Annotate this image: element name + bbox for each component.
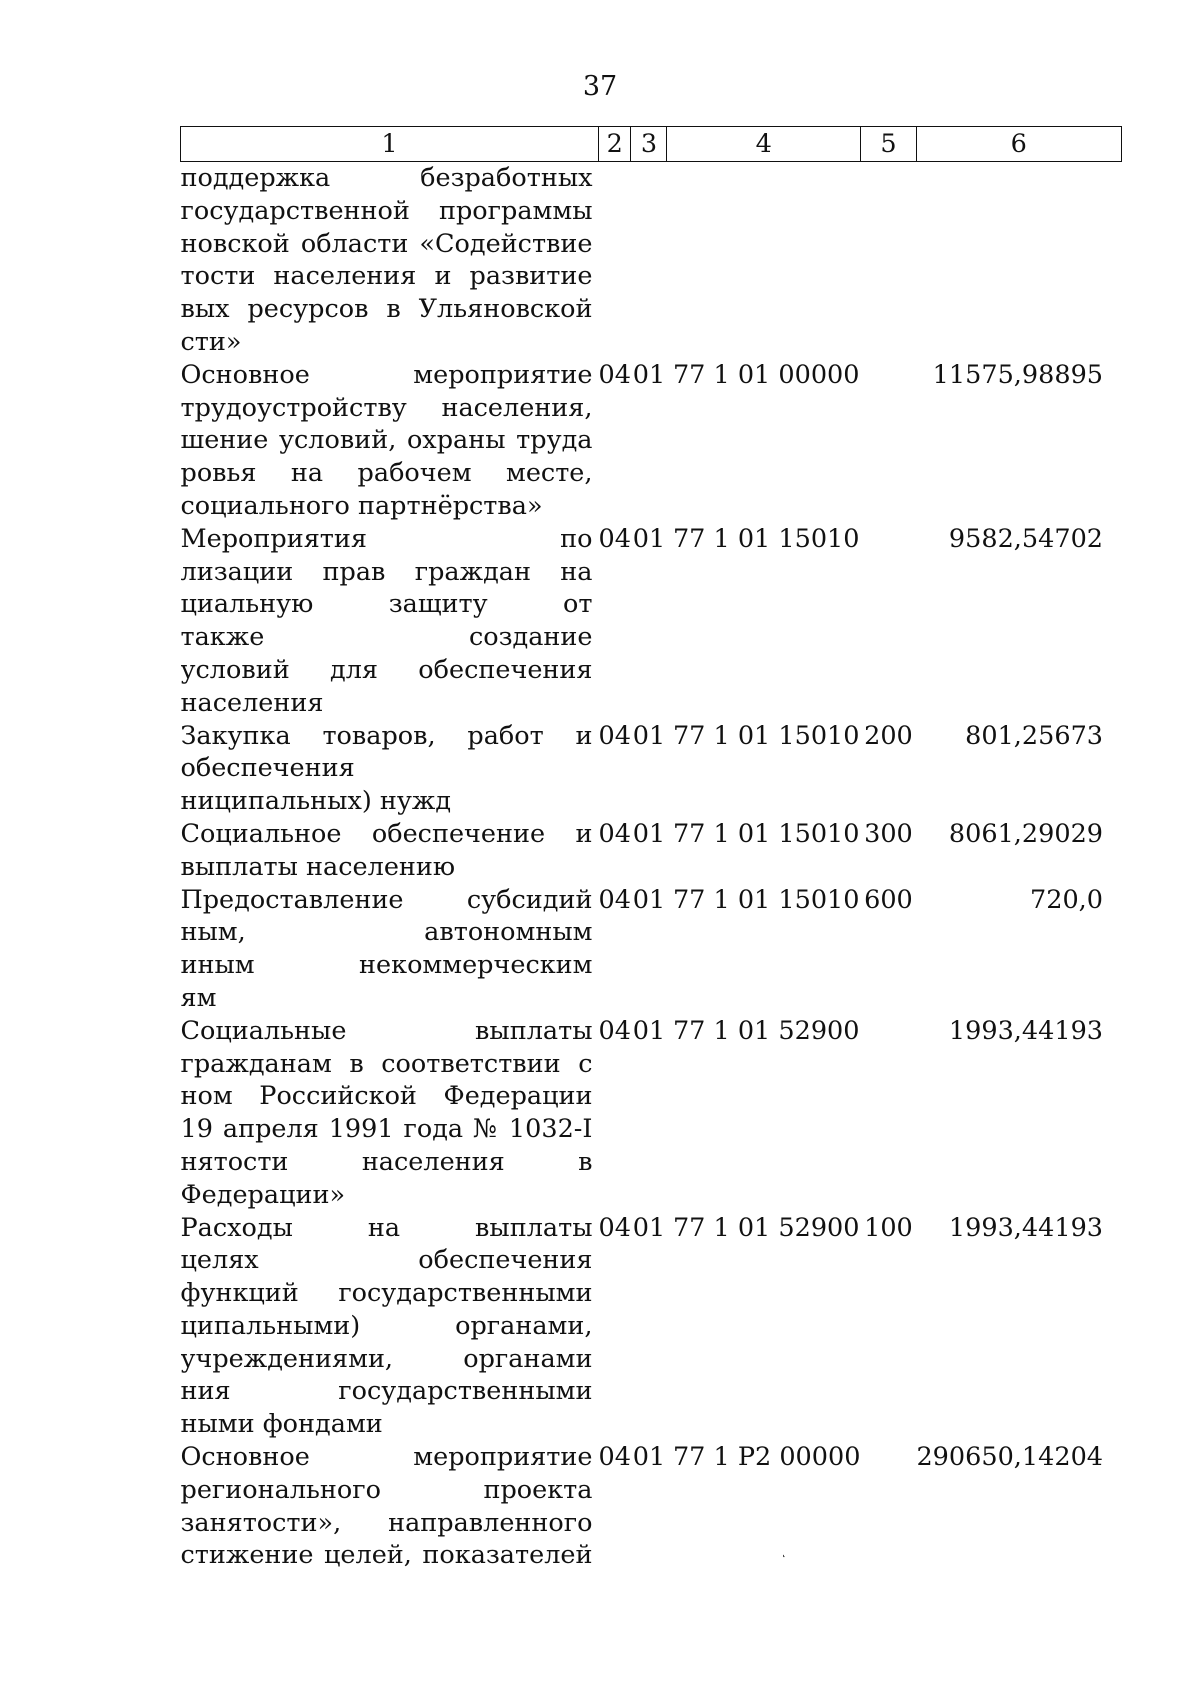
target-article-code: 77 1 01 15010 xyxy=(672,720,860,751)
description-line: циальную защиту от xyxy=(180,589,593,620)
subsection-code: 01 xyxy=(632,359,666,390)
description-line: сти» xyxy=(180,326,242,357)
amount: 1993,44193 xyxy=(948,1015,1104,1046)
description-line: новской области «Содействие xyxy=(180,228,593,259)
description-line: Мероприятия по xyxy=(180,523,593,554)
target-article-code: 77 1 01 15010 xyxy=(672,818,860,849)
row-description xyxy=(181,720,599,818)
section-code: 04 xyxy=(598,720,631,751)
expense-type-code: 300 xyxy=(864,818,913,849)
description-line: функций государственными xyxy=(180,1278,593,1309)
description-line: ным, автономным xyxy=(180,917,593,948)
description-line: учреждениями, органами xyxy=(180,1343,593,1374)
description-line: иным некоммерческим xyxy=(180,950,593,981)
description-line: государственной программы xyxy=(180,195,593,226)
description-line: гражданам в соответствии с xyxy=(180,1048,593,1079)
column-header-6: 6 xyxy=(916,127,1121,162)
description-line: условий для обеспечения xyxy=(180,654,593,685)
column-header-4: 4 xyxy=(667,127,861,162)
section-code: 04 xyxy=(598,1015,631,1046)
row-description xyxy=(181,884,599,1015)
description-line: стижение целей, показателей xyxy=(180,1540,593,1571)
description-line: целях обеспечения xyxy=(180,1245,593,1276)
subsection-code: 01 xyxy=(632,884,666,915)
table-row xyxy=(181,884,1122,1015)
section-code: 04 xyxy=(598,359,631,390)
table-header-row xyxy=(181,127,1122,162)
description-line: лизации прав граждан на xyxy=(180,556,593,587)
budget-table xyxy=(180,126,1122,1572)
amount: 9582,54702 xyxy=(948,523,1104,554)
description-line: ниципальных) нужд xyxy=(180,786,452,817)
section-code: 04 xyxy=(598,884,631,915)
description-line: социального партнёрства» xyxy=(180,490,543,521)
description-line: выплаты населению xyxy=(180,851,456,882)
subsection-code: 01 xyxy=(632,818,666,849)
table-row xyxy=(181,720,1122,818)
expense-type-code: 600 xyxy=(864,884,913,915)
description-line: Социальное обеспечение и xyxy=(180,818,593,849)
expense-type-code: 200 xyxy=(864,720,913,751)
description-line: нятости населения в xyxy=(180,1146,593,1177)
description-line: Федерации» xyxy=(180,1179,346,1210)
table-row xyxy=(181,359,1122,523)
subsection-code: 01 xyxy=(632,1212,666,1243)
section-code: 04 xyxy=(598,1442,631,1473)
description-line: Основное мероприятие xyxy=(180,359,593,390)
amount: 720,0 xyxy=(1030,884,1104,915)
description-line: ровья на рабочем месте, xyxy=(180,458,593,489)
description-line: также создание xyxy=(180,622,593,653)
description-line: Социальные выплаты xyxy=(180,1015,593,1046)
row-description xyxy=(181,162,599,359)
row-description xyxy=(181,818,599,884)
target-article-code xyxy=(667,162,861,359)
amount: 801,25673 xyxy=(965,720,1104,751)
description-line: ния государственными xyxy=(180,1376,593,1407)
table-row xyxy=(181,162,1122,359)
target-article-code: 77 1 01 52900 xyxy=(672,1015,860,1046)
column-header-1: 1 xyxy=(181,127,599,162)
table-body xyxy=(181,162,1122,1573)
expense-type-code xyxy=(860,1015,916,1212)
subsection-code: 01 xyxy=(632,720,666,751)
description-line: ном Российской Федерации xyxy=(180,1081,593,1112)
description-line: шение условий, охраны труда xyxy=(180,425,593,456)
amount: 290650,14204 xyxy=(916,1442,1104,1473)
description-line: ципальными) органами, xyxy=(180,1310,593,1341)
amount: 11575,98895 xyxy=(932,359,1104,390)
row-description xyxy=(181,1441,599,1572)
description-line: населения xyxy=(180,687,324,718)
expense-type-code xyxy=(860,359,916,523)
description-line: ям xyxy=(180,982,217,1013)
description-line: Закупка товаров, работ и xyxy=(180,720,593,751)
row-description xyxy=(181,359,599,523)
target-article-code: 77 1 01 15010 xyxy=(672,884,860,915)
amount: 8061,29029 xyxy=(948,818,1104,849)
table-row xyxy=(181,523,1122,720)
expense-type-code xyxy=(860,1441,916,1572)
section-code xyxy=(599,162,631,359)
row-description xyxy=(181,523,599,720)
subsection-code: 01 xyxy=(632,1015,666,1046)
section-code: 04 xyxy=(598,818,631,849)
table-row xyxy=(181,1015,1122,1212)
description-line: Предоставление субсидий xyxy=(180,884,593,915)
amount xyxy=(916,162,1121,359)
description-line: Расходы на выплаты xyxy=(180,1212,593,1243)
table-row xyxy=(181,1441,1122,1572)
target-article-code: 77 1 01 00000 xyxy=(672,359,860,390)
description-line: обеспечения xyxy=(180,753,355,784)
row-description xyxy=(181,1015,599,1212)
row-description xyxy=(181,1212,599,1442)
subsection-code: 01 xyxy=(632,1442,666,1473)
section-code: 04 xyxy=(598,1212,631,1243)
description-line: трудоустройству населения, xyxy=(180,392,593,423)
column-header-2: 2 xyxy=(599,127,631,162)
subsection-code: 01 xyxy=(632,523,666,554)
subsection-code xyxy=(631,162,667,359)
expense-type-code xyxy=(860,162,916,359)
table-header xyxy=(181,127,1122,162)
description-line: 19 апреля 1991 года № 1032-I xyxy=(180,1114,593,1145)
description-line: вых ресурсов в Ульяновской xyxy=(180,294,593,325)
description-line: поддержка безработных xyxy=(180,163,593,193)
section-code: 04 xyxy=(598,523,631,554)
description-line: ными фондами xyxy=(180,1409,383,1440)
target-article-code: 77 1 01 52900 xyxy=(672,1212,860,1243)
target-article-code: 77 1 Р2 00000 xyxy=(672,1442,861,1473)
description-line: регионального проекта xyxy=(180,1474,593,1505)
description-line: тости населения и развитие xyxy=(180,261,593,292)
table-row xyxy=(181,818,1122,884)
table-row xyxy=(181,1212,1122,1442)
column-header-5: 5 xyxy=(860,127,916,162)
description-line: занятости», направленного xyxy=(180,1507,593,1538)
description-line: Основное мероприятие xyxy=(180,1442,593,1473)
expense-type-code: 100 xyxy=(864,1212,913,1243)
page-number: 37 xyxy=(582,71,618,102)
amount: 1993,44193 xyxy=(948,1212,1104,1243)
target-article-code: 77 1 01 15010 xyxy=(672,523,860,554)
column-header-3: 3 xyxy=(631,127,667,162)
expense-type-code xyxy=(860,523,916,720)
